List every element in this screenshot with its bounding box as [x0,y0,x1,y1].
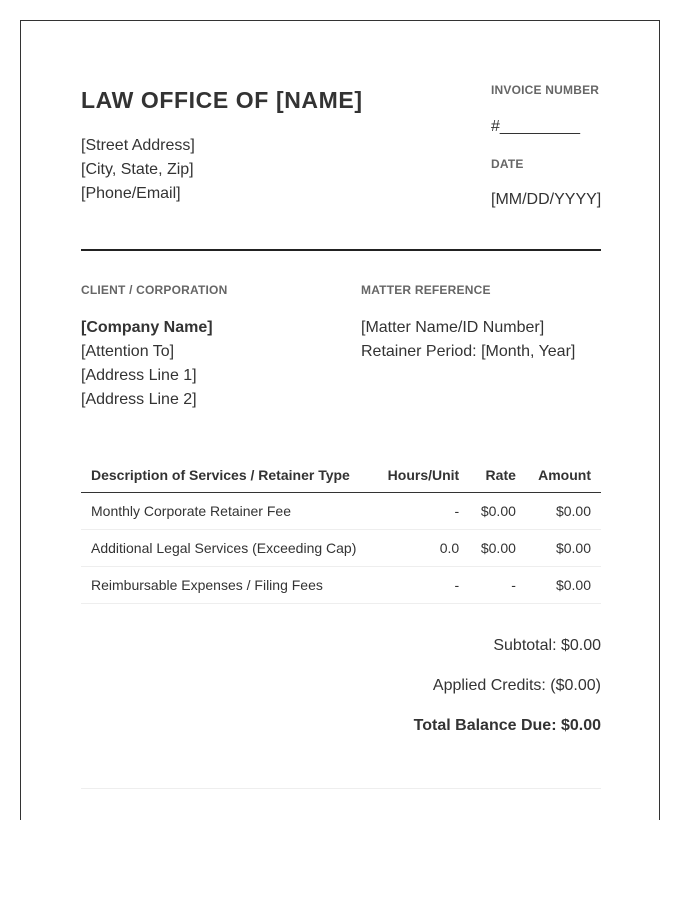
row-amount: $0.00 [526,530,601,567]
client-label: CLIENT / CORPORATION [81,283,228,297]
subtotal: Subtotal: $0.00 [493,637,601,654]
total-balance-due: Total Balance Due: $0.00 [413,717,601,734]
invoice-number-label: INVOICE NUMBER [491,83,600,97]
row-rate: - [469,567,526,604]
client-address-line-2: [Address Line 2] [81,391,197,408]
header-rate: Rate [469,457,526,493]
firm-city: [City, State, Zip] [81,161,194,178]
matter-name: [Matter Name/ID Number] [361,319,545,336]
date-value: [MM/DD/YYYY] [491,191,602,208]
header-amount: Amount [526,457,601,493]
table-header-row [81,457,601,493]
row-hours: - [375,493,469,530]
services-table [81,457,601,604]
invoice-number-value: #_________ [491,118,580,135]
row-rate: $0.00 [469,530,526,567]
firm-name: LAW OFFICE OF [NAME] [81,87,363,113]
row-hours: 0.0 [375,530,469,567]
row-amount: $0.00 [526,567,601,604]
firm-address-block [81,134,195,206]
matter-label: MATTER REFERENCE [361,283,491,297]
table-row [81,567,601,604]
client-company: [Company Name] [81,319,213,336]
row-description: Additional Legal Services (Exceeding Cap) [81,530,375,567]
retainer-period: Retainer Period: [Month, Year] [361,343,576,360]
firm-street: [Street Address] [81,137,195,154]
date-label: DATE [491,157,524,171]
client-attention: [Attention To] [81,343,175,360]
header-hours: Hours/Unit [375,457,469,493]
invoice-sheet [20,20,660,820]
matter-block [361,316,575,364]
header-description: Description of Services / Retainer Type [81,457,375,493]
row-description: Monthly Corporate Retainer Fee [81,493,375,530]
table-row [81,530,601,567]
applied-credits: Applied Credits: ($0.00) [432,677,601,694]
firm-contact: [Phone/Email] [81,185,181,202]
client-address-line-1: [Address Line 1] [81,367,197,384]
client-block [81,316,213,412]
row-description: Reimbursable Expenses / Filing Fees [81,567,375,604]
row-amount: $0.00 [526,493,601,530]
header-divider [81,249,601,251]
row-hours: - [375,567,469,604]
row-rate: $0.00 [469,493,526,530]
footer-divider [81,788,601,789]
table-row [81,493,601,530]
